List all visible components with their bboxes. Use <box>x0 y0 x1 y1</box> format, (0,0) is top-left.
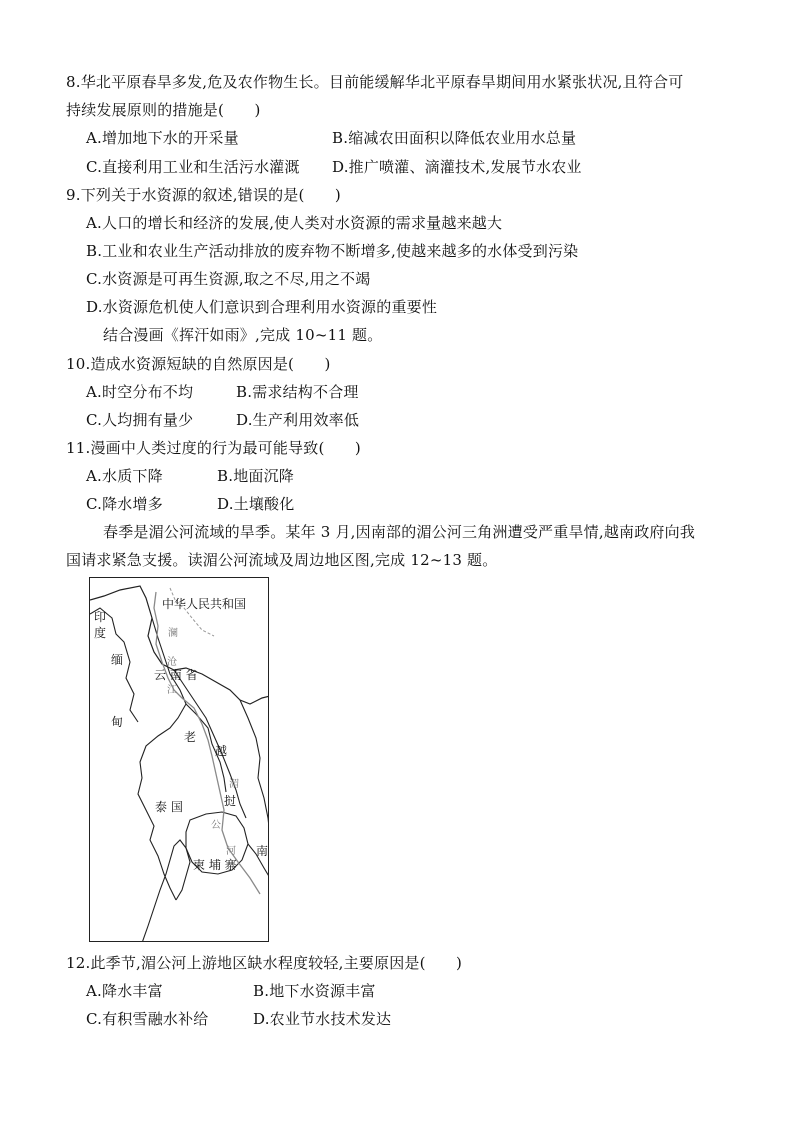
map-label-mekong-2: 公 <box>211 820 221 831</box>
map-label-india-2: 度 <box>94 626 107 640</box>
q11-option-a: A.水质下降 <box>86 467 163 485</box>
q9-stem: 9.下列关于水资源的叙述,错误的是( ) <box>66 186 341 204</box>
vietnam-coast <box>240 700 269 836</box>
map-label-mekong-3: 河 <box>226 846 236 857</box>
map-label-lancang-1: 澜 <box>168 628 178 639</box>
q9-option-a: A.人口的增长和经济的发展,使人类对水资源的需求量越来越大 <box>86 214 503 232</box>
map-label-yunnan: 云 南 省 <box>154 668 198 682</box>
intro-12-13-line2: 国请求紧急支援。读湄公河流域及周边地区图,完成 12~13 题。 <box>66 551 498 569</box>
map-label-india-1: 印 <box>94 610 107 624</box>
q11-option-b: B.地面沉降 <box>217 467 294 485</box>
q12-option-d: D.农业节水技术发达 <box>253 1010 392 1028</box>
q8-option-d: D.推广喷灌、滴灌技术,发展节水农业 <box>332 158 582 176</box>
map-label-mekong-1: 湄 <box>229 779 239 790</box>
q9-option-d: D.水资源危机使人们意识到合理利用水资源的重要性 <box>86 298 438 316</box>
map-label-vietnam-2: 南 <box>256 844 269 858</box>
q10-option-d: D.生产利用效率低 <box>236 411 360 429</box>
q8-stem-line2: 持续发展原则的措施是( ) <box>66 101 261 119</box>
q9-option-b: B.工业和农业生产活动排放的废弃物不断增多,使越来越多的水体受到污染 <box>86 242 579 260</box>
gulf-coast <box>142 840 190 942</box>
map-label-vietnam-1: 越 <box>215 744 228 758</box>
map-label-lancang-3: 江 <box>167 685 177 696</box>
q10-option-b: B.需求结构不合理 <box>236 383 359 401</box>
map-drawing <box>90 578 269 942</box>
q9-option-c: C.水资源是可再生资源,取之不尽,用之不竭 <box>86 270 371 288</box>
q8-option-b: B.缩减农田面积以降低农业用水总量 <box>332 129 577 147</box>
intro-10-11: 结合漫画《挥汗如雨》,完成 10~11 题。 <box>103 326 383 344</box>
map-label-thailand: 泰 国 <box>155 800 183 814</box>
q11-option-c: C.降水增多 <box>86 495 163 513</box>
intro-12-13-line1: 春季是湄公河流域的旱季。某年 3 月,因南部的湄公河三角洲遭受严重旱情,越南政府向我 <box>103 523 696 541</box>
map-label-myanmar-1: 缅 <box>111 653 124 667</box>
q8-option-c: C.直接利用工业和生活污水灌溉 <box>86 158 300 176</box>
mekong-map <box>89 577 269 942</box>
map-label-china: 中华人民共和国 <box>162 597 247 611</box>
map-label-cambodia: 柬 埔 寨 <box>193 858 237 872</box>
q12-stem: 12.此季节,湄公河上游地区缺水程度较轻,主要原因是( ) <box>66 954 463 972</box>
q12-option-c: C.有积雪融水补给 <box>86 1010 209 1028</box>
q10-option-c: C.人均拥有量少 <box>86 411 194 429</box>
q11-option-d: D.土壤酸化 <box>217 495 295 513</box>
q12-option-a: A.降水丰富 <box>86 982 163 1000</box>
q11-stem: 11.漫画中人类过度的行为最可能导致( ) <box>66 439 361 457</box>
q10-option-a: A.时空分布不均 <box>86 383 194 401</box>
q8-option-a: A.增加地下水的开采量 <box>86 129 239 147</box>
q10-stem: 10.造成水资源短缺的自然原因是( ) <box>66 355 331 373</box>
q8-stem-line1: 8.华北平原春旱多发,危及农作物生长。目前能缓解华北平原春旱期间用水紧张状况,且符合可 <box>66 73 684 91</box>
map-label-lancang-2: 沧 <box>167 657 177 668</box>
q12-option-b: B.地下水资源丰富 <box>253 982 376 1000</box>
map-label-extra: 挝 <box>224 794 237 808</box>
map-label-myanmar-2: 甸 <box>111 715 124 729</box>
map-label-laos: 老 <box>184 730 197 744</box>
